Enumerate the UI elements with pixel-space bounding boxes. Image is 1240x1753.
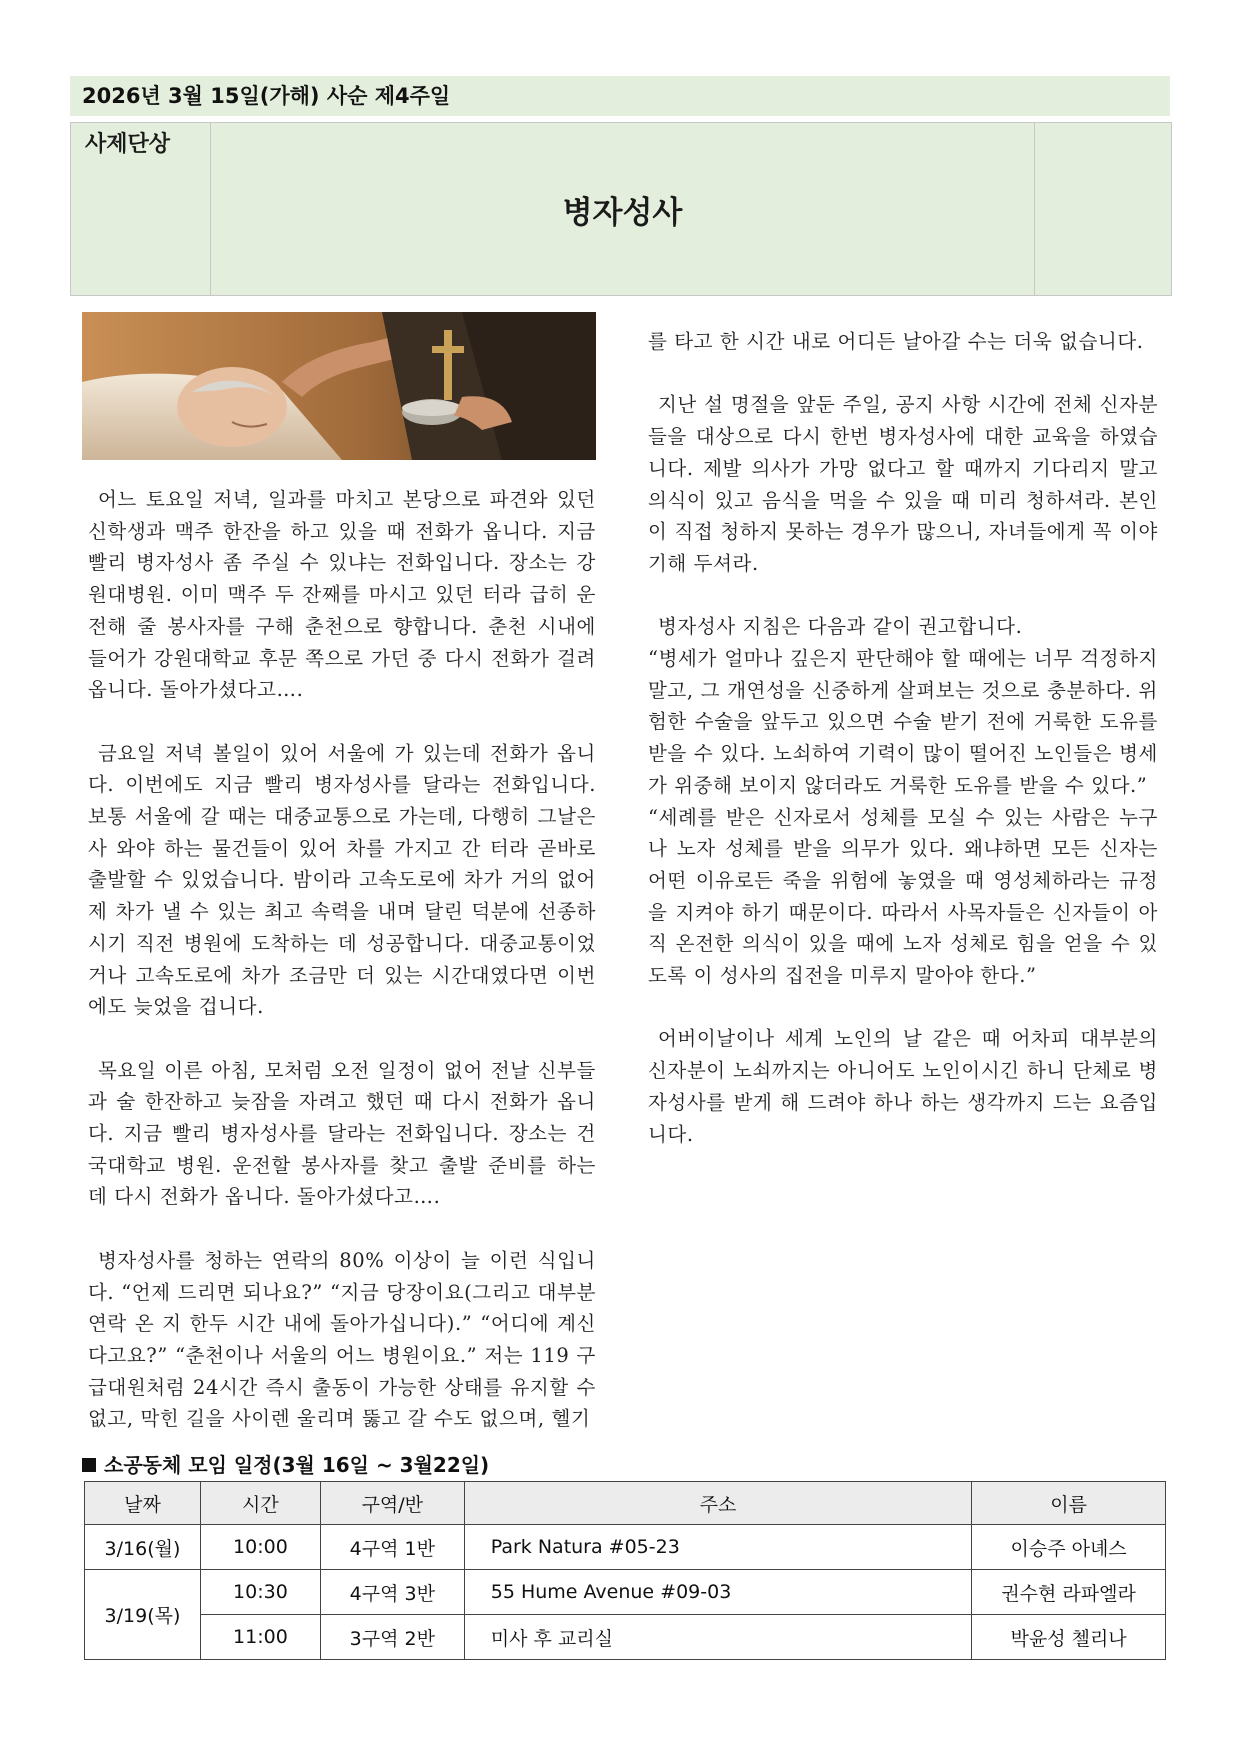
col-header-time: 시간	[200, 1482, 320, 1525]
cell-time: 10:30	[200, 1570, 320, 1615]
article-title: 병자성사	[211, 123, 1035, 295]
article-column-right	[648, 326, 1158, 1150]
cell-zone: 3구역 2반	[320, 1615, 464, 1660]
priest-anointing-sick-man-image	[82, 312, 596, 460]
header-right-cell	[1035, 123, 1171, 295]
col-header-name: 이름	[972, 1482, 1166, 1525]
guideline-quote: “세례를 받은 신자로서 성체를 모실 수 있는 사람은 누구나 노자 성체를 받을 의무가 있다. 왜냐하면 모든 신자는 어떤 이유로든 죽을 위험에 놓였을 때 영성체하라는 규정을 지켜야 하기 때문이다. 따라서 사목자들은 신자들이 아직 온전한 의식이 있을 때에 노자 성체로 힘을 얻을 수 있도록 이 성사의 집전을 미루지 말아야 한다.”	[648, 805, 1158, 988]
cell-name: 이승주 아녜스	[972, 1525, 1166, 1570]
cell-zone: 4구역 1반	[320, 1525, 464, 1570]
section-label: 사제단상	[71, 123, 211, 295]
guideline-quote: “병세가 얼마나 깊은지 판단해야 할 때에는 너무 걱정하지 말고, 그 개연성을 신중하게 살펴보는 것으로 충분하다. 위험한 수술을 앞두고 있으면 수술 받기 전에 거룩한 도유를 받을 수 있다. 노쇠하여 기력이 많이 떨어진 노인들은 병세가 위중해 보이지 않더라도 거룩한 도유를 받을 수 있다.”	[648, 647, 1158, 797]
article-column-left	[88, 484, 596, 1435]
table-row	[85, 1615, 1166, 1660]
article-header	[70, 122, 1172, 296]
cell-address: 55 Hume Avenue #09-03	[464, 1570, 971, 1615]
cell-name: 박윤성 첼리나	[972, 1615, 1166, 1660]
col-header-address: 주소	[464, 1482, 971, 1525]
cell-date: 3/19(목)	[85, 1570, 201, 1660]
article-paragraph: 어버이날이나 세계 노인의 날 같은 때 어차피 대부분의 신자분이 노쇠까지는 아니어도 노인이시긴 하니 단체로 병자성사를 받게 해 드려야 하나 하는 생각까지 드는 요즘입니다.	[648, 1027, 1158, 1146]
article-paragraph: 병자성사를 청하는 연락의 80% 이상이 늘 이런 식입니다. “언제 드리면 되나요?” “지금 당장이요(그리고 대부분 연락 온 지 한두 시간 내에 돌아가십니다).” “어디에 계신다고요?” “춘천이나 서울의 어느 병원이요.” 저는 119 구급대원처럼 24시간 즉시 출동이 가능한 상태를 유지할 수 없고, 막힌 길을 사이렌 울리며 뚫고 갈 수도 없으며, 헬기	[88, 1248, 596, 1431]
cell-date: 3/16(월)	[85, 1525, 201, 1570]
cell-address: 미사 후 교리실	[464, 1615, 971, 1660]
article-paragraph: 어느 토요일 저녁, 일과를 마치고 본당으로 파견와 있던 신학생과 맥주 한잔을 하고 있을 때 전화가 옵니다. 지금 빨리 병자성사 좀 주실 수 있냐는 전화입니다. 장소는 강원대병원. 이미 맥주 두 잔째를 마시고 있던 터라 급히 운전해 줄 봉사자를 구해 춘천으로 향합니다. 춘천 시내에 들어가 강원대학교 후문 쪽으로 가던 중 다시 전화가 걸려 옵니다. 돌아가셨다고….	[88, 488, 596, 702]
article-paragraph: 목요일 이른 아침, 모처럼 오전 일정이 없어 전날 신부들과 술 한잔하고 늦잠을 자려고 했던 때 다시 전화가 옵니다. 지금 빨리 병자성사를 달라는 전화입니다. 장소는 건국대학교 병원. 운전할 봉사자를 찾고 출발 준비를 하는 데 다시 전화가 옵니다. 돌아가셨다고….	[88, 1058, 596, 1209]
cell-time: 11:00	[200, 1615, 320, 1660]
table-row	[85, 1525, 1166, 1570]
schedule-table	[84, 1481, 1166, 1660]
article-paragraph: 병자성사 지침은 다음과 같이 권고합니다.	[658, 615, 1023, 639]
schedule-heading	[82, 1448, 882, 1482]
article-paragraph: 지난 설 명절을 앞둔 주일, 공지 사항 시간에 전체 신자분들을 대상으로 다시 한번 병자성사에 대한 교육을 하였습니다. 제발 의사가 가망 없다고 할 때까지 기다리지 말고 의식이 있고 음식을 먹을 수 있을 때 미리 청하셔라. 본인이 직접 청하지 못하는 경우가 많으니, 자녀들에게 꼭 이야기해 두셔라.	[648, 393, 1158, 575]
date-line: 2026년 3월 15일(가해) 사순 제4주일	[70, 76, 1170, 116]
cell-time: 10:00	[200, 1525, 320, 1570]
cell-address: Park Natura #05-23	[464, 1525, 971, 1570]
schedule-title: 소공동체 모임 일정(3월 16일 ~ 3월22일)	[104, 1453, 490, 1477]
cell-name: 권수현 라파엘라	[972, 1570, 1166, 1615]
article-paragraph: 금요일 저녁 볼일이 있어 서울에 가 있는데 전화가 옵니다. 이번에도 지금 빨리 병자성사를 달라는 전화입니다. 보통 서울에 갈 때는 대중교통으로 가는데, 다행히 그날은 사 와야 하는 물건들이 있어 차를 가지고 간 터라 곧바로 출발할 수 있었습니다. 밤이라 고속도로에 차가 거의 없어 제 차가 낼 수 있는 최고 속력을 내며 달린 덕분에 선종하시기 직전 병원에 도착하는 데 성공합니다. 대중교통이었거나 고속도로에 차가 조금만 더 있는 시간대였다면 이번에도 늦었을 겁니다.	[88, 741, 596, 1019]
cell-zone: 4구역 3반	[320, 1570, 464, 1615]
table-row	[85, 1570, 1166, 1615]
square-bullet-icon	[82, 1458, 96, 1472]
article-paragraph-continued: 를 타고 한 시간 내로 어디든 날아갈 수는 더욱 없습니다.	[648, 330, 1144, 353]
col-header-zone: 구역/반	[320, 1482, 464, 1525]
col-header-date: 날짜	[85, 1482, 201, 1525]
table-header-row	[85, 1482, 1166, 1525]
